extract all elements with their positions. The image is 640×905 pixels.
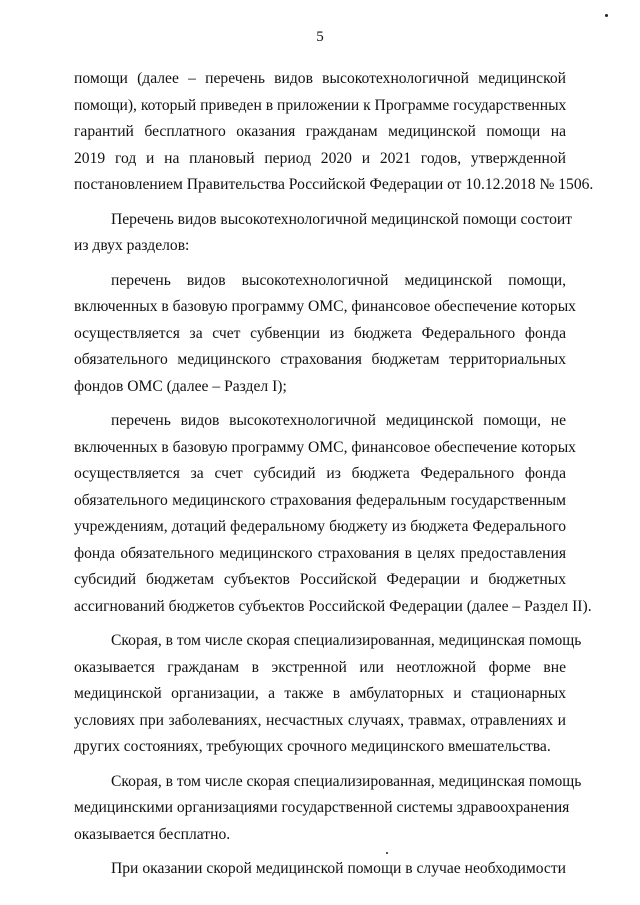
text-line: осуществляется за счет субвенции из бюджета Федерального фонда [74,324,566,342]
text-line: 2019 год и на плановый период 2020 и 2021 годов, утвержденной [74,149,566,167]
text-line: оказывается гражданам в экстренной или неотложной форме вне [74,658,566,676]
text-line: обязательного медицинского страхования федеральным государственным [74,491,566,509]
text-line: Перечень видов высокотехнологичной медицинской помощи состоит [111,210,573,228]
text-line: субсидий бюджетам субъектов Российской Федерации и бюджетных [74,571,566,588]
text-line: оказывается бесплатно. [74,825,231,843]
text-line: фонда обязательного медицинского страхования в целях предоставления [74,544,566,562]
text-line: помощи (далее – перечень видов высокотехнологичной медицинской [74,70,566,87]
paragraph-section-one [74,268,576,401]
text-line: ассигнований бюджетов субъектов Российской Федерации (далее – Раздел II). [74,597,592,615]
text-line: помощи), который приведен в приложении к Программе государственных [74,96,567,114]
document-body [74,66,594,883]
text-line: осуществляется за счет субсидий из бюджета Федерального фонда [74,465,566,482]
scan-speck [386,852,388,854]
paragraph-sections-intro [74,207,573,260]
text-line: При оказании скорой медицинской помощи в случае необходимости [111,860,566,877]
page-number: 5 [316,29,324,45]
text-line: медицинскими организациями государственной системы здравоохранения [74,799,570,816]
text-line: условиях при заболеваниях, несчастных случаях, травмах, отравлениях и [74,711,566,729]
paragraph-continuation [74,66,594,199]
text-line: фондов ОМС (далее – Раздел I); [74,377,287,395]
text-line: из двух разделов: [74,237,190,254]
scan-speck [605,14,608,17]
paragraph-section-two [74,408,592,620]
text-line: Скорая, в том числе скорая специализированная, медицинская помощь [111,632,582,649]
paragraph-emergency-care [74,628,582,761]
text-line: учреждениям, дотаций федеральному бюджету из бюджета Федерального [74,518,566,535]
text-line: Скорая, в том числе скорая специализированная, медицинская помощь [111,772,582,790]
paragraph-emergency-free [74,769,582,849]
text-line: постановлением Правительства Российской Федерации от 10.12.2018 № 1506. [74,176,594,193]
text-line: включенных в базовую программу ОМС, финансовое обеспечение которых [74,438,576,456]
paragraph-emergency-necessity [74,856,566,883]
text-line: включенных в базовую программу ОМС, финансовое обеспечение которых [74,298,576,315]
text-line: перечень видов высокотехнологичной медицинской помощи, [111,271,566,289]
text-line: других состояниях, требующих срочного медицинского вмешательства. [74,738,551,755]
text-line: перечень видов высокотехнологичной медицинской помощи, не [111,412,566,429]
text-line: обязательного медицинского страхования бюджетам территориальных [74,351,566,368]
text-line: медицинской организации, а также в амбулаторных и стационарных [74,685,566,702]
text-line: гарантий бесплатного оказания гражданам медицинской помощи на [74,123,566,140]
